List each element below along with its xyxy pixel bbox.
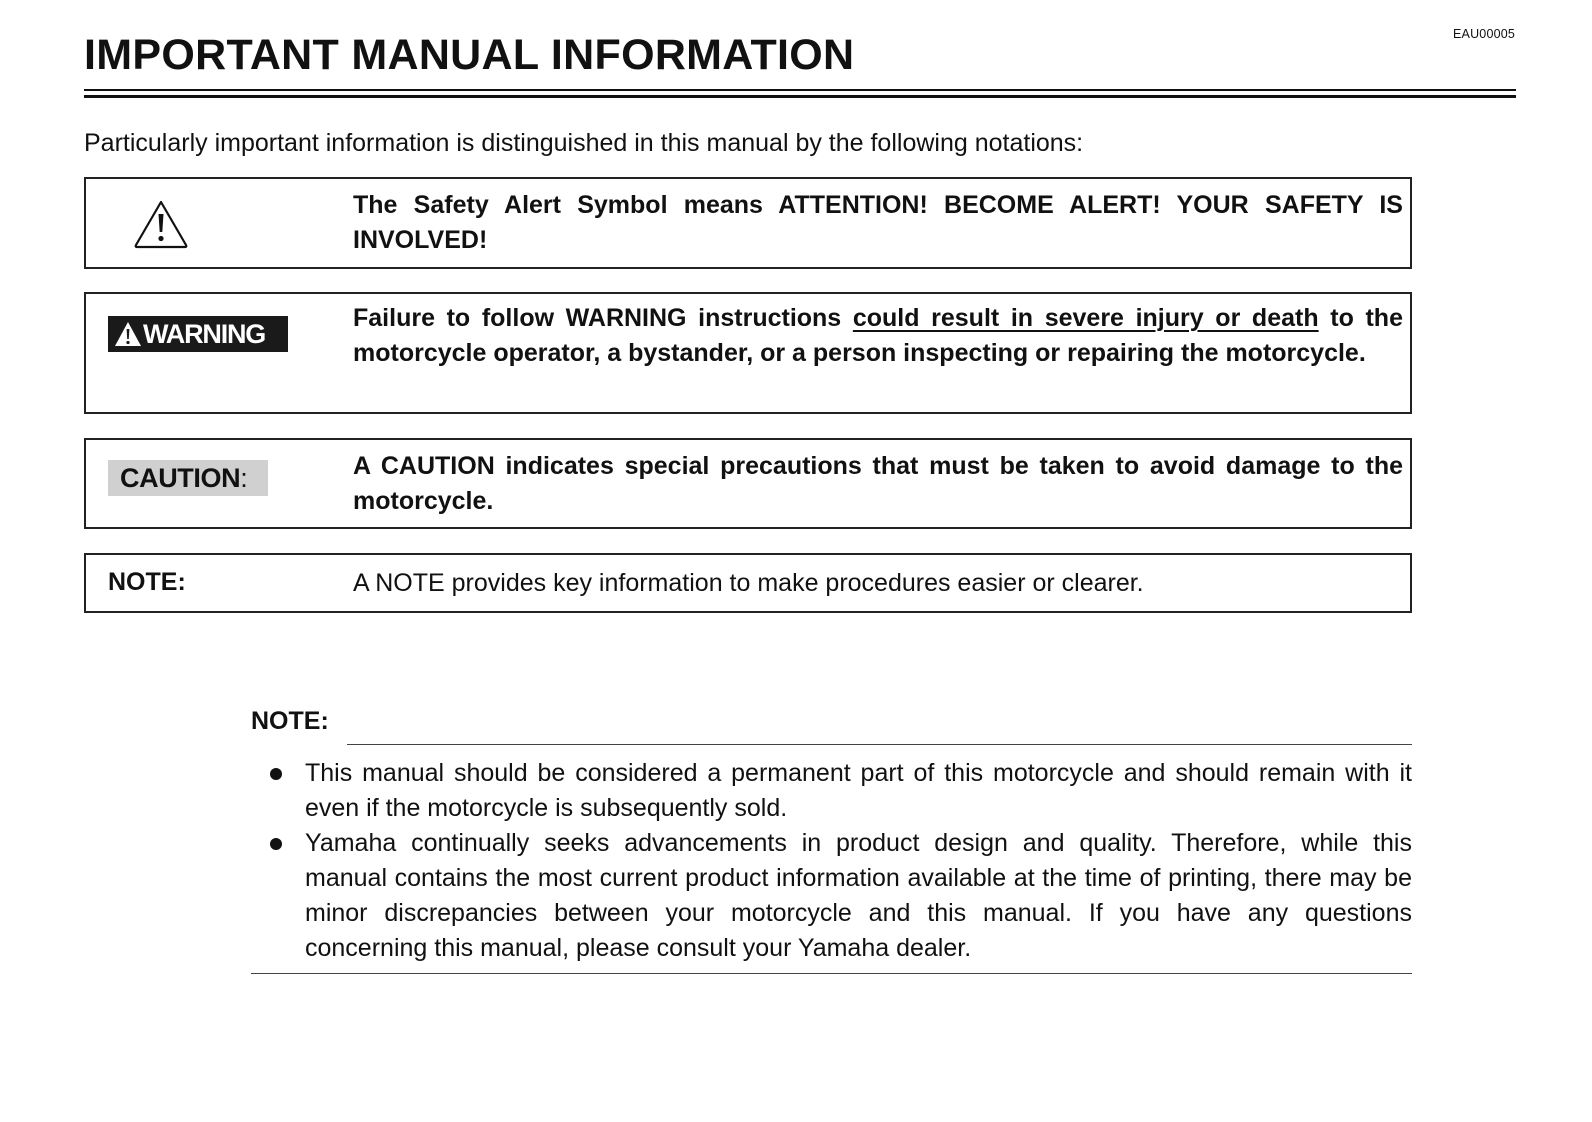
warning-text <box>353 301 1403 371</box>
warning-text-end: to the motorcycle operator, a bystander, or a person inspecting or repairing the motorcycle. <box>353 304 1403 367</box>
warning-alert-icon <box>114 321 142 347</box>
caution-label-text: CAUTION <box>120 463 241 493</box>
note-box <box>84 553 1412 613</box>
warning-label <box>108 316 288 352</box>
caution-box <box>84 438 1412 529</box>
safety-alert-box <box>84 177 1412 269</box>
bullet-icon <box>270 768 282 780</box>
note-block-bottom-rule <box>251 973 1412 974</box>
bullet-icon <box>270 838 282 850</box>
caution-label <box>108 460 268 496</box>
title-divider-thin <box>84 89 1516 91</box>
intro-text: Particularly important information is distinguished in this manual by the following notations: <box>84 129 1084 157</box>
note-bullet-text: Yamaha continually seeks advancements in product design and quality. Therefore, while this manual contains the most current product information available at the time of printing, there may be minor discrepancies between your motorcycle and this manual. If you have any questions concerning this manual, please consult your Yamaha dealer. <box>305 829 1412 962</box>
warning-box <box>84 292 1412 414</box>
note-label: NOTE: <box>108 568 186 596</box>
warning-text-start: Failure to follow WARNING instructions <box>353 304 853 332</box>
warning-label-text: WARNING <box>143 318 266 349</box>
note-bullet-text: This manual should be considered a permanent part of this motorcycle and should remain with it even if the motorcycle is subsequently sold. <box>305 759 1412 822</box>
note-block-top-rule <box>347 744 1412 745</box>
caution-label-colon: : <box>240 463 248 493</box>
safety-alert-triangle-icon <box>133 199 189 249</box>
document-code: EAU00005 <box>1453 27 1516 41</box>
safety-alert-text: The Safety Alert Symbol means ATTENTION! BECOME ALERT! YOUR SAFETY IS INVOLVED! <box>353 191 1403 254</box>
page-title: IMPORTANT MANUAL INFORMATION <box>84 31 855 79</box>
note-text: A NOTE provides key information to make procedures easier or clearer. <box>353 569 1144 597</box>
caution-text: A CAUTION indicates special precautions that must be taken to avoid damage to the motorcycle. <box>353 452 1403 515</box>
note-block-label: NOTE: <box>251 707 329 735</box>
title-divider-thick <box>84 95 1516 98</box>
warning-text-underlined: could result in severe injury or death <box>852 304 1319 332</box>
